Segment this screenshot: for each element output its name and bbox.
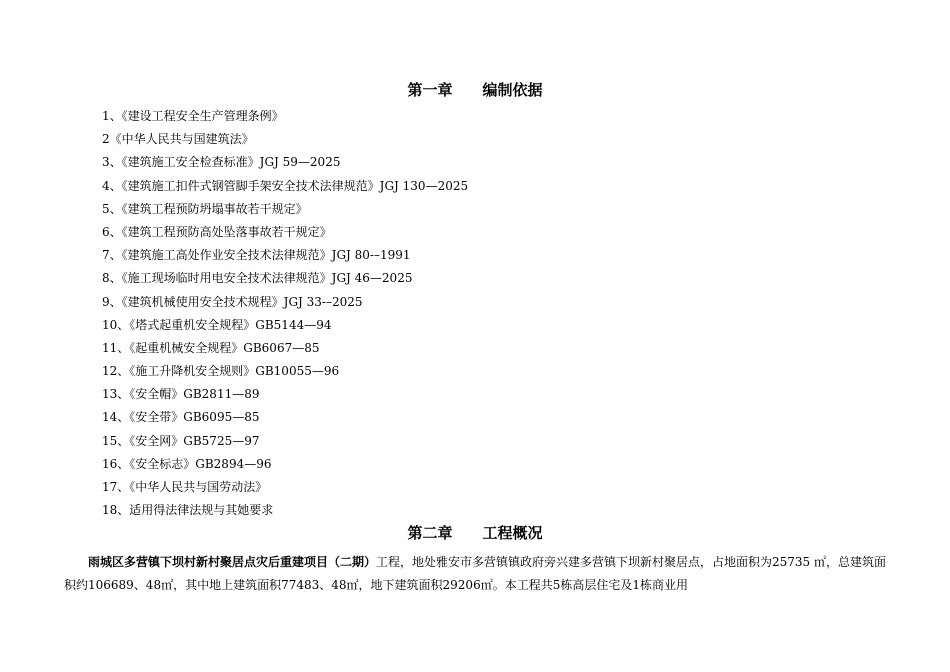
reference-item: 4、《建筑施工扣件式钢管脚手架安全技术法律规范》JGJ 130—2025 — [102, 178, 469, 193]
chapter-2-title: 第二章 工程概况 — [407, 524, 543, 542]
reference-item: 13、《安全帽》GB2811—89 — [102, 387, 260, 402]
reference-item: 1、《建设工程安全生产管理条例》 — [102, 109, 284, 123]
reference-item: 12、《施工升降机安全规则》GB10055—96 — [102, 364, 340, 379]
reference-list — [102, 106, 468, 523]
reference-item: 7、《建筑施工高处作业安全技术法律规范》JGJ 80-–1991 — [102, 248, 411, 263]
reference-item: 10、《塔式起重机安全规程》GB5144—94 — [102, 317, 332, 332]
project-overview-paragraph — [64, 551, 886, 597]
reference-item: 6、《建筑工程预防高处坠落事故若干规定》 — [102, 224, 332, 239]
reference-item: 14、《安全带》GB6095—85 — [102, 410, 260, 425]
reference-item: 16、《安全标志》GB2894—96 — [102, 456, 272, 471]
reference-item: 5、《建筑工程预防坍塌事故若干规定》 — [102, 201, 308, 216]
reference-item: 8、《施工现场临时用电安全技术法律规范》JGJ 46—2025 — [102, 271, 413, 286]
reference-item: 9、《建筑机械使用安全技术规程》JGJ 33-–2025 — [102, 294, 363, 309]
reference-item: 15、《安全网》GB5725—97 — [102, 433, 260, 448]
reference-item: 11、《起重机械安全规程》GB6067—85 — [102, 340, 320, 355]
reference-item: 2《中华人民共与国建筑法》 — [102, 132, 254, 147]
reference-item: 3、《建筑施工安全检查标准》JGJ 59—2025 — [102, 155, 341, 170]
reference-item: 17、《中华人民共与国劳动法》 — [102, 480, 268, 494]
chapter-1-title: 第一章 编制依据 — [407, 81, 543, 99]
reference-item: 18、适用得法律法规与其她要求 — [102, 503, 274, 518]
project-overview-text: 工程，地处雅安市多营镇镇政府旁兴建多营镇下坝新村聚居点，占地面积为25735 ㎡，总建筑面积约106689、48㎡，其中地上建筑面积77483、48㎡，地下建筑面积29206㎡。本工程共5栋高层住宅及1栋商业用 — [64, 555, 887, 592]
project-name: 雨城区多营镇下坝村新村聚居点灾后重建项目（二期） — [88, 555, 377, 569]
